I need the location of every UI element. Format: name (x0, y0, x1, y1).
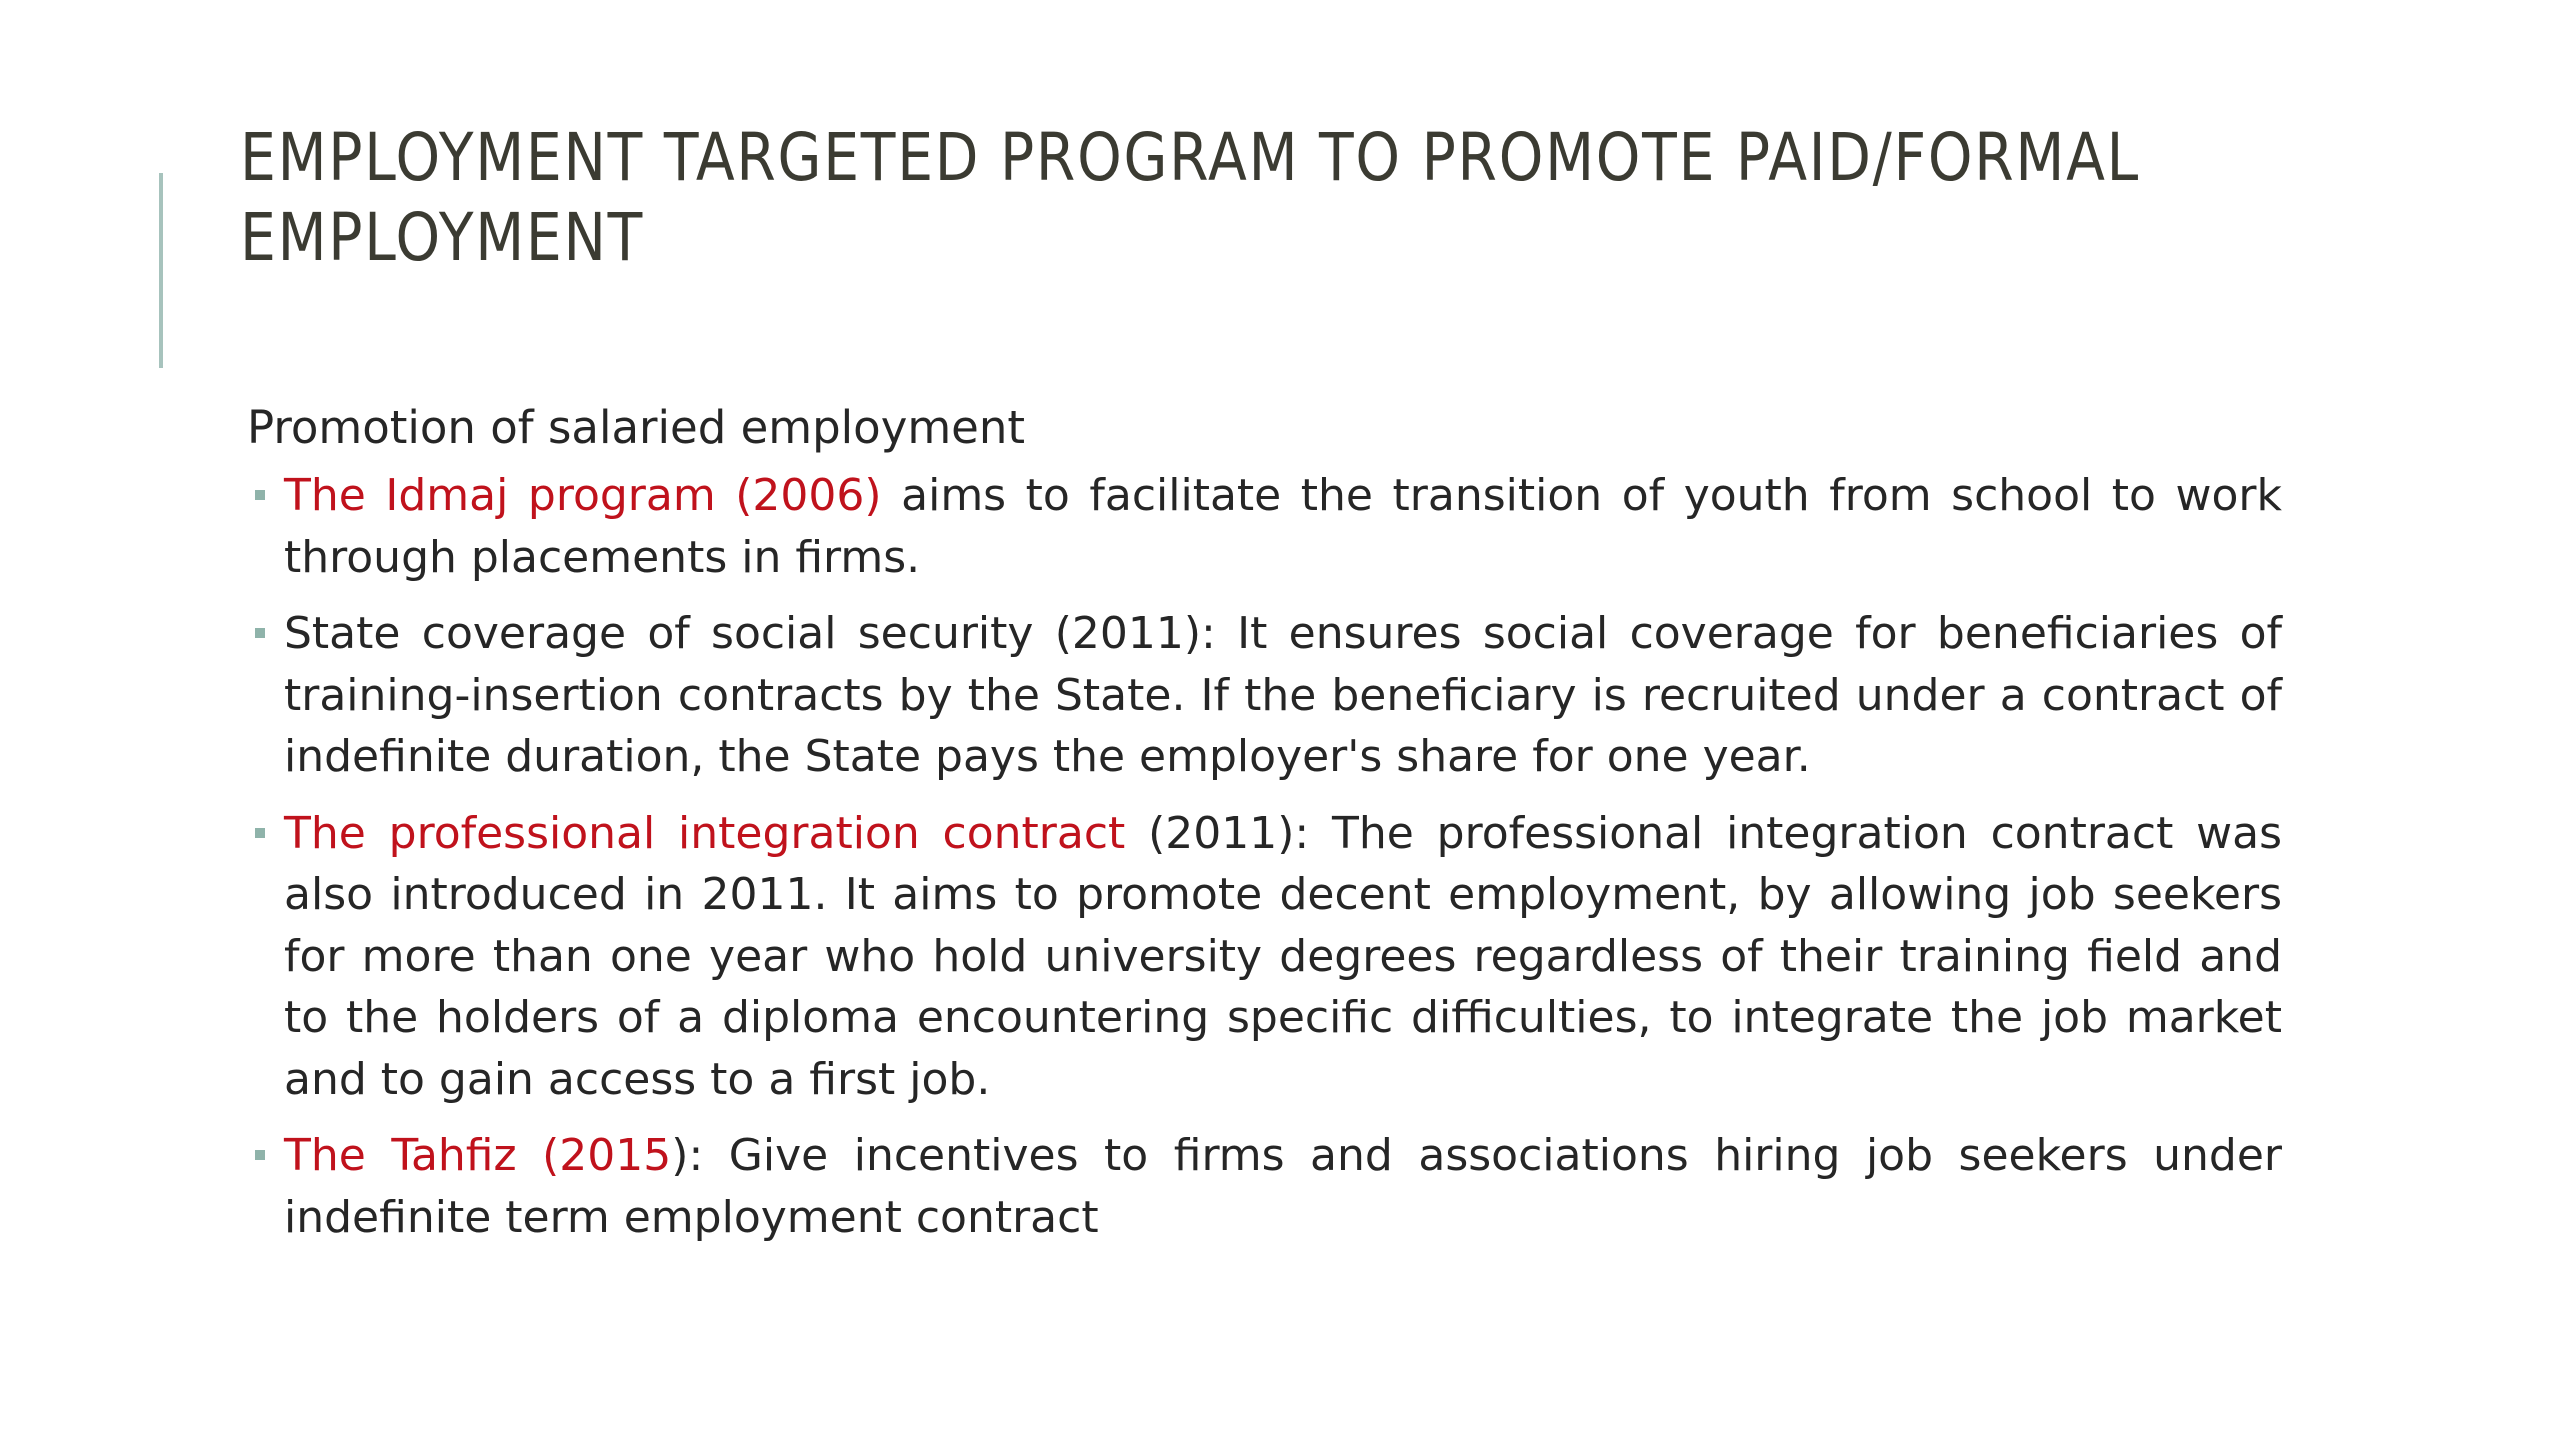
bullet-highlight: The professional integration contract (284, 807, 1126, 859)
bullet-text: aims to facilitate the transition of youth from school to work through placements in firms. (284, 470, 2283, 583)
bullet-text: ): Give incentives to firms and associations hiring job seekers under indefinite term employment contract (284, 1130, 2282, 1243)
section-subheading: Promotion of salaried employment (247, 401, 1026, 454)
slide-content (247, 395, 2282, 1263)
square-bullet-icon (255, 490, 265, 500)
bullet-item-tahfiz (247, 1125, 2282, 1248)
slide-title-line-2: EMPLOYMENT (240, 199, 645, 276)
bullet-text: State coverage of social security (2011): It ensures social coverage for beneficiaries of training-insertion contracts by the State. If the beneficiary is recruited under a contract of indefinite duration, the State pays the employer's share for one year. (284, 608, 2282, 782)
square-bullet-icon (255, 628, 265, 638)
bullet-text: (2011): The professional integration contract was also introduced in 2011. It aims to promote decent employment, by allowing job seekers for more than one year who hold university degrees regardless of their training field and to the holders of a diploma encountering specific difficulties, to integrate the job market and to gain access to a first job. (284, 807, 2282, 1105)
bullet-highlight: The Tahfiz (2015 (284, 1130, 672, 1181)
bullet-item-integration-contract (247, 803, 2282, 1111)
slide-title-line-1: EMPLOYMENT TARGETED PROGRAM TO PROMOTE PAID/FORMAL (240, 119, 2141, 196)
bullet-list (247, 465, 2282, 1248)
bullet-item-idmaj (247, 465, 2282, 588)
square-bullet-icon (255, 1150, 265, 1160)
slide-title (240, 118, 2141, 278)
square-bullet-icon (255, 828, 265, 838)
bullet-item-social-security (247, 603, 2282, 788)
title-accent-bar (159, 173, 163, 368)
bullet-highlight: The Idmaj program (2006) (284, 470, 882, 521)
